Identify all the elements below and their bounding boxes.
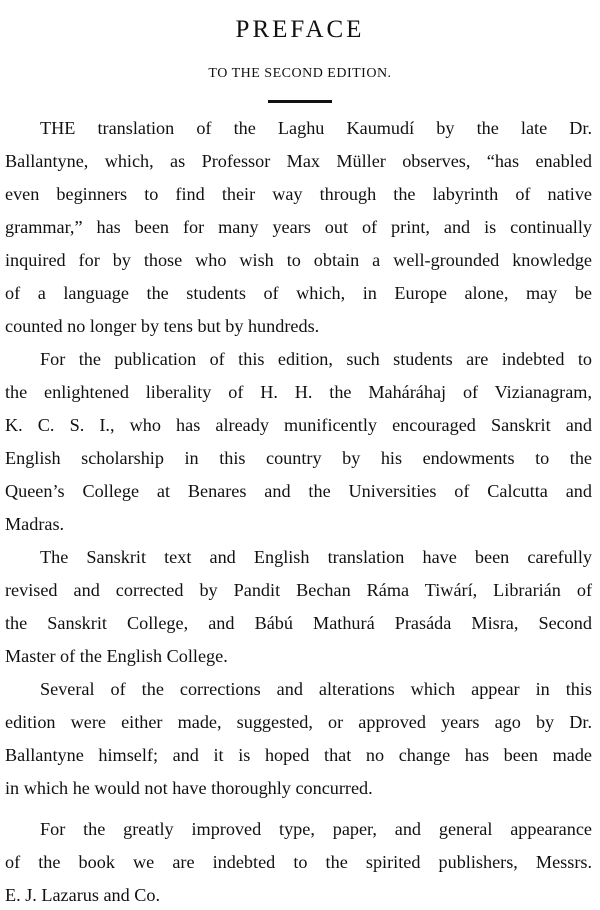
text-line: For the greatly improved type, paper, and general appearance (40, 819, 592, 839)
page-subtitle: TO THE SECOND EDITION. (208, 66, 392, 81)
text-line: THE translation of the Laghu Kaumudí by the late Dr. (40, 118, 592, 138)
text-line: edition were either made, suggested, or approved years ago by Dr. (5, 712, 592, 732)
text-line: the Sanskrit College, and Bábú Mathurá Prasáda Misra, Second (5, 613, 592, 633)
text-line: counted no longer by tens but by hundreds. (5, 316, 320, 336)
text-line: the enlightened liberality of H. H. the Maháráhaj of Vizianagram, (5, 382, 592, 402)
text-line: of the book we are indebted to the spirited publishers, Messrs. (5, 852, 592, 872)
text-line: even beginners to find their way through the labyrinth of native (5, 184, 592, 204)
text-line: For the publication of this edition, such students are indebted to (40, 349, 592, 369)
text-line: in which he would not have thoroughly concurred. (5, 778, 373, 798)
text-line: Queen’s College at Benares and the Universities of Calcutta and (5, 481, 592, 501)
text-line: The Sanskrit text and English translation have been carefully (40, 547, 592, 567)
text-line: Master of the English College. (5, 646, 228, 666)
text-line: Ballantyne himself; and it is hoped that no change has been made (5, 745, 592, 765)
title-divider (268, 100, 332, 103)
text-line: inquired for by those who wish to obtain a well-grounded knowledge (5, 250, 592, 270)
page-title: PREFACE (235, 16, 365, 43)
text-line: of a language the students of which, in Europe alone, may be (5, 283, 592, 303)
text-line: Madras. (5, 514, 65, 534)
text-line: grammar,” has been for many years out of print, and is continually (5, 217, 592, 237)
text-line: Several of the corrections and alterations which appear in this (40, 679, 592, 699)
text-line: K. C. S. I., who has already munificently encouraged Sanskrit and (5, 415, 592, 435)
text-line: revised and corrected by Pandit Bechan Ráma Tiwárí, Librarián of (5, 580, 592, 600)
text-line: English scholarship in this country by his endowments to the (5, 448, 592, 468)
text-line: E. J. Lazarus and Co. (5, 885, 161, 905)
text-line: Ballantyne, which, as Professor Max Müller observes, “has enabled (5, 151, 592, 171)
